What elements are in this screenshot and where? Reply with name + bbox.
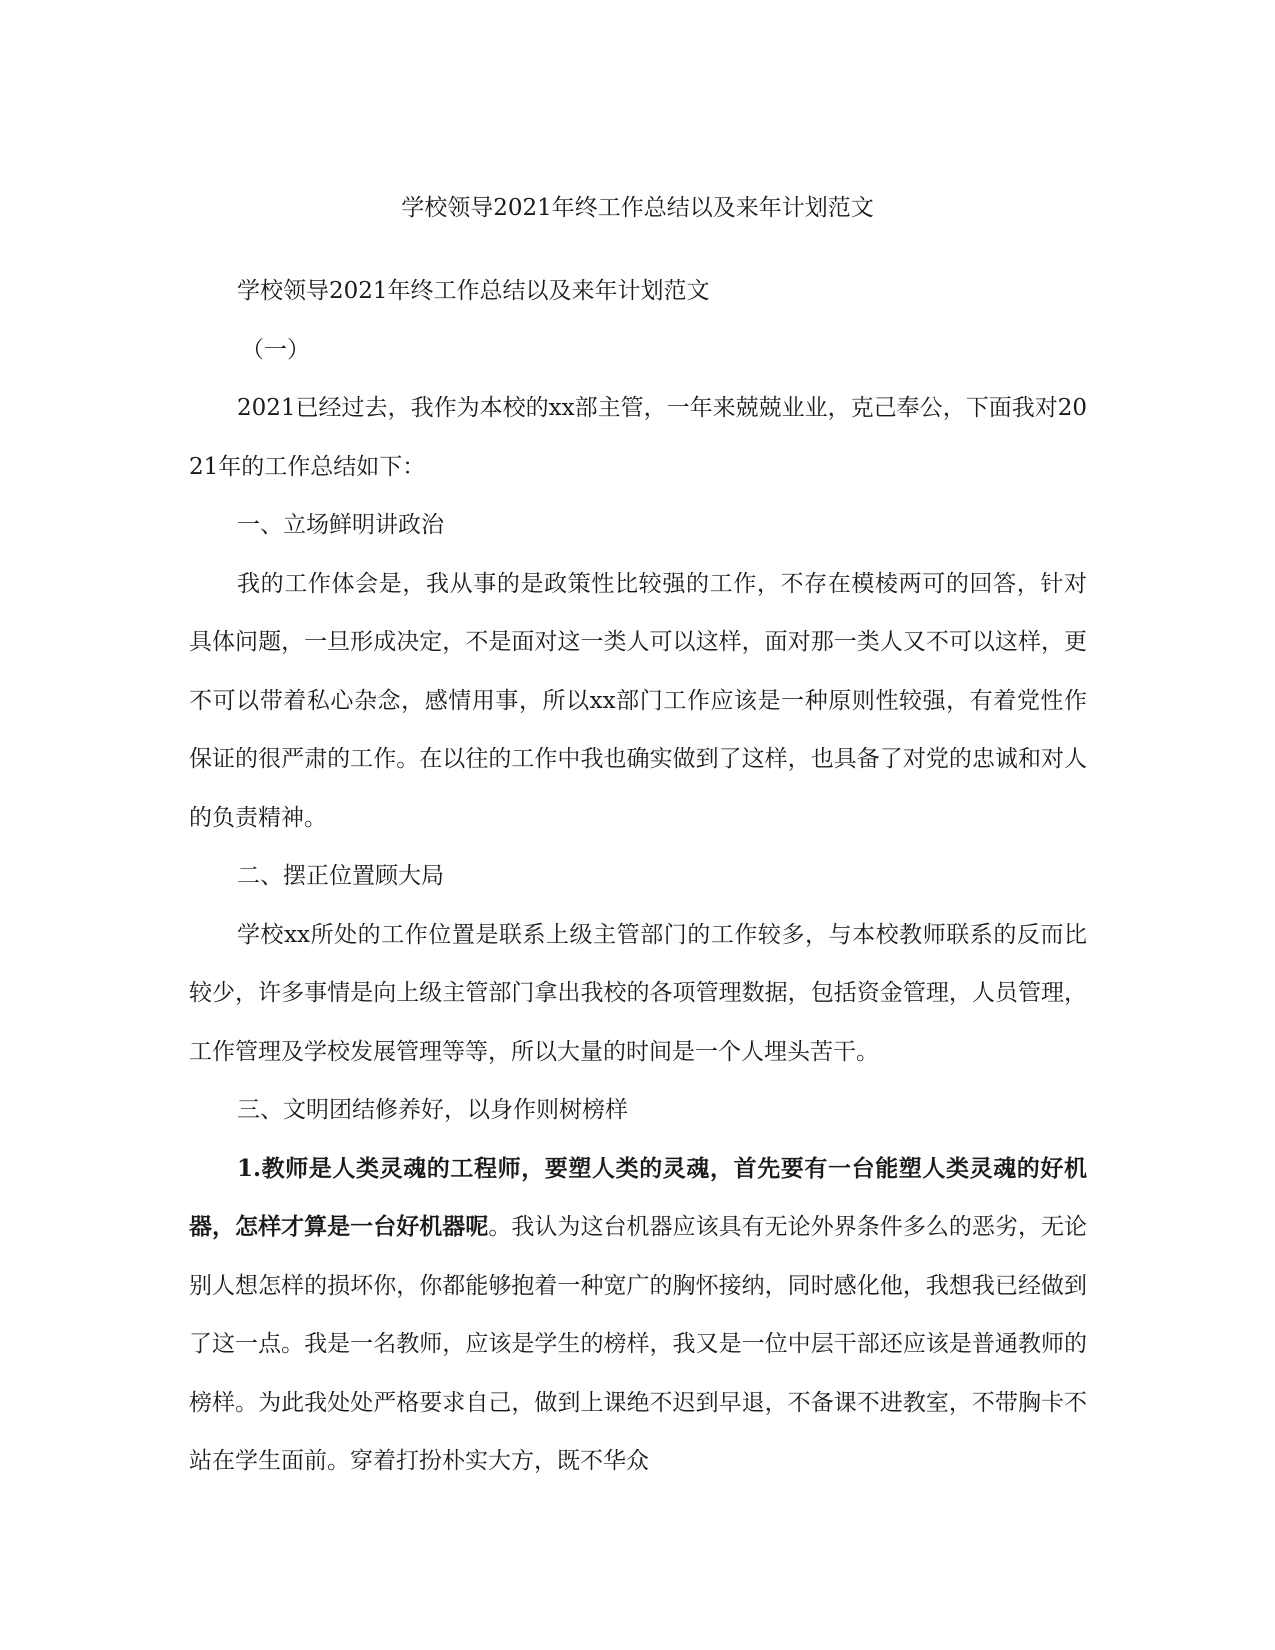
paragraph-3 [189,1140,1087,1491]
section-heading-3: 三、文明团结修养好，以身作则树榜样 [237,1097,628,1123]
paragraph-3-bold-lead: 1.教师是人类灵魂的工程师，要塑人类的灵魂，首先要有一台能塑人类灵魂的好机器，怎样才算是一台好机器呢 [189,1154,1087,1240]
paragraph-3-text: 。我认为这台机器应该具有无论外界条件多么的恶劣，无论别人想怎样的损坏你，你都能够抱着一种宽广的胸怀接纳，同时感化他，我想我已经做到了这一点。我是一名教师，应该是学生的榜样，我又是一位中层干部还应该是普通教师的榜样。为此我处处严格要求自己，做到上课绝不迟到早退，不备课不进教室，不带胸卡不站在学生面前。穿着打扮朴实大方，既不华众 [189,1214,1088,1474]
paragraph-1: 我的工作体会是，我从事的是政策性比较强的工作，不存在模棱两可的回答，针对具体问题，一旦形成决定，不是面对这一类人可以这样，面对那一类人又不可以这样，更不可以带着私心杂念，感情用事，所以xx部门工作应该是一种原则性较强，有着党性作保证的很严肃的工作。在以往的工作中我也确实做到了这样，也具备了对党的忠诚和对人的负责精神。 [189,570,1087,831]
document-body [189,262,1087,1491]
part-label: （一） [241,336,310,363]
paragraph-2: 学校xx所处的工作位置是联系上级主管部门的工作较多，与本校教师联系的反而比较少，许多事情是向上级主管部门拿出我校的各项管理数据，包括资金管理，人员管理，工作管理及学校发展管理等等，所以大量的时间是一个人埋头苦干。 [189,921,1087,1065]
intro-paragraph: 2021已经过去，我作为本校的xx部主管，一年来兢兢业业，克己奉公，下面我对2021年的工作总结如下： [189,395,1087,480]
section-heading-1: 一、立场鲜明讲政治 [237,512,444,538]
document-title: 学校领导2021年终工作总结以及来年计划范文 [401,195,874,221]
section-heading-2: 二、摆正位置顾大局 [237,863,444,889]
document-subtitle: 学校领导2021年终工作总结以及来年计划范文 [237,278,710,304]
